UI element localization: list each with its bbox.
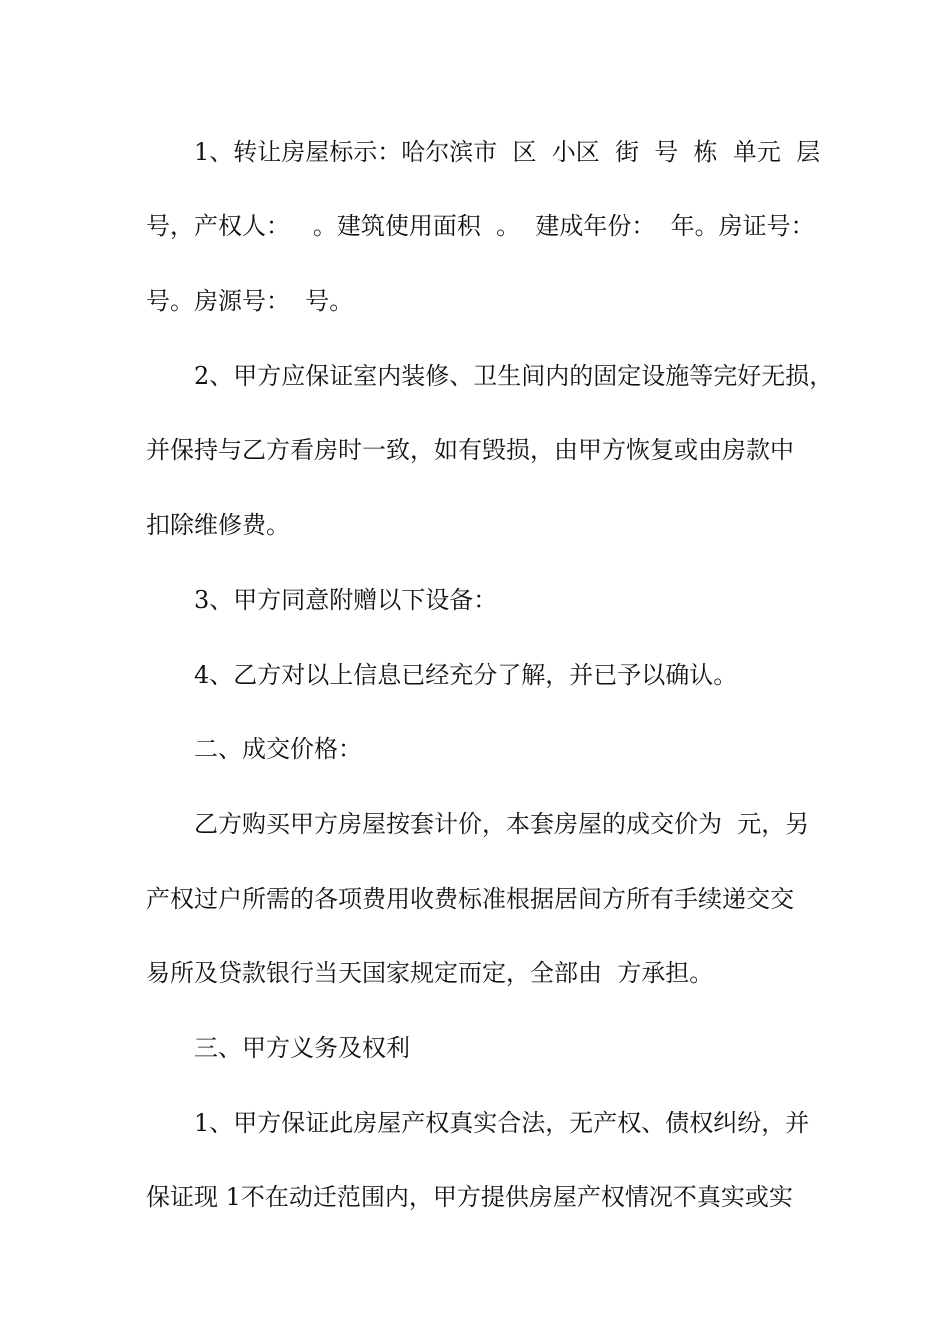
clause-1-line-1: 1、转让房屋标示：哈尔滨市 区 小区 街 号 栋 单元 层 bbox=[194, 138, 821, 166]
section-2-heading: 二、成交价格： bbox=[194, 735, 362, 763]
price-paragraph-line-3: 易所及贷款银行当天国家规定而定，全部由 方承担。 bbox=[146, 959, 714, 987]
clause-4-line: 4、乙方对以上信息已经充分了解，并已予以确认。 bbox=[194, 661, 738, 689]
clause-1-line-3: 号。房源号： 号。 bbox=[146, 287, 354, 315]
price-paragraph-line-2: 产权过户所需的各项费用收费标准根据居间方所有手续递交交 bbox=[146, 885, 794, 913]
section-3-heading: 三、甲方义务及权利 bbox=[194, 1034, 410, 1062]
clause-1-line-2: 号，产权人： 。建筑使用面积 。 建成年份： 年。房证号： bbox=[146, 212, 815, 240]
price-paragraph-line-1: 乙方购买甲方房屋按套计价，本套房屋的成交价为 元，另 bbox=[194, 810, 810, 838]
clause-3-line: 3、甲方同意附赠以下设备： bbox=[194, 586, 498, 614]
obligation-1-line-1: 1、甲方保证此房屋产权真实合法，无产权、债权纠纷，并 bbox=[194, 1109, 810, 1137]
clause-2-line-1: 2、甲方应保证室内装修、卫生间内的固定设施等完好无损， bbox=[194, 362, 834, 390]
clause-2-line-2: 并保持与乙方看房时一致，如有毁损，由甲方恢复或由房款中 bbox=[146, 436, 794, 464]
clause-2-line-3: 扣除维修费。 bbox=[146, 511, 290, 539]
obligation-1-line-2: 保证现 1不在动迁范围内，甲方提供房屋产权情况不真实或实 bbox=[146, 1183, 793, 1211]
